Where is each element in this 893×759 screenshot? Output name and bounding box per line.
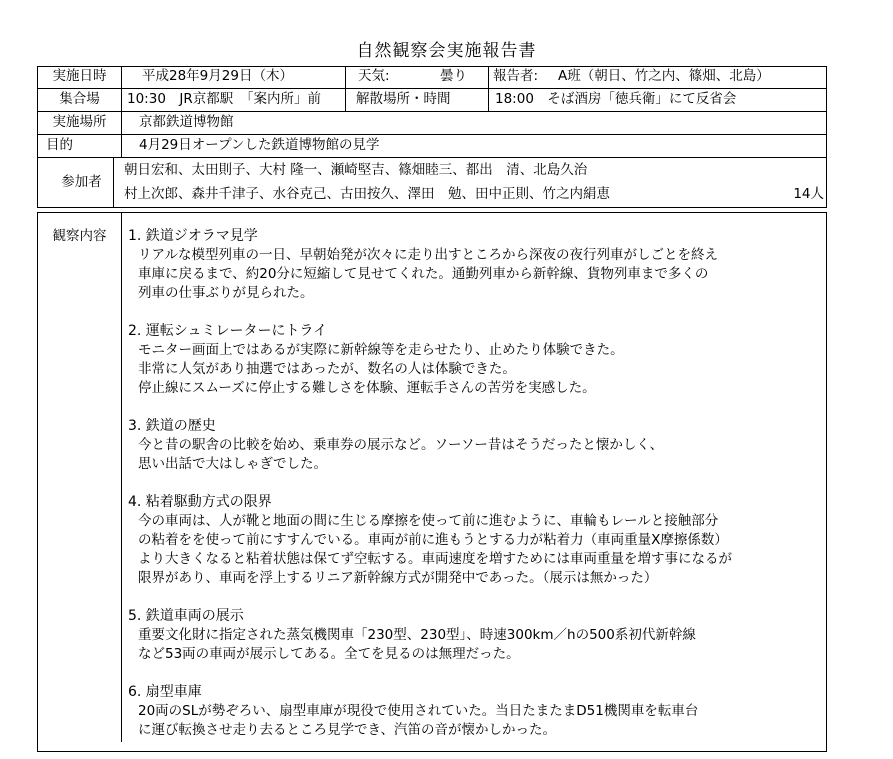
observation-section: [128, 417, 824, 474]
section-line: 限界があり、車両を浮上するリニア新幹線方式が開発中であった。（展示は無かった）: [138, 570, 658, 586]
date-label: 実施日時: [52, 68, 107, 84]
section-line: に運び転換させ走り去るところ見学でき、汽笛の音が懐かしかった。: [138, 722, 556, 738]
participants-count: 14人: [793, 186, 824, 202]
venue-value: 京都鉄道博物館: [139, 114, 234, 130]
section-line: 思い出話で大はしゃぎでした。: [138, 456, 327, 472]
weather-value: 曇り: [440, 68, 467, 84]
observation-section: [128, 607, 824, 664]
section-title: 3. 鉄道の歴史: [128, 418, 216, 434]
section-title: 5. 鉄道車両の展示: [128, 608, 244, 624]
section-line: 20両のSLが勢ぞろい、扇型車庫が現役で使用されていた。当日たまたまD51機関車を転車台: [138, 703, 699, 719]
section-line: 重要文化財に指定された蒸気機関車「230型、230型」、時速300km／hの500系初代新幹線: [138, 627, 696, 643]
section-line: より大きくなると粘着状態は保てず空転する。車両速度を増すためには車両重量を増す事になるが: [138, 551, 732, 567]
section-title: 4. 粘着駆動方式の限界: [128, 494, 272, 510]
section-line: 今と昔の駅舎の比較を始め、乗車券の展示など。ソーソー昔はそうだったと懐かしく、: [138, 437, 664, 453]
section-line: 車庫に戻るまで、約20分に短縮して見せてくれた。通勤列車から新幹線、貨物列車まで多くの: [138, 266, 709, 282]
section-line: の粘着をを使って前にすすんでいる。車両が前に進もうとする力が粘着力（車両重量X摩擦係数）: [138, 532, 728, 548]
section-line: 今の車両は、人が靴と地面の間に生じる摩擦を使って前に進むように、車輪もレールと接触部分: [138, 513, 719, 529]
observation-section: [128, 322, 824, 398]
section-line: 非常に人気があり抽選ではあったが、数名の人は体験できた。: [138, 361, 516, 377]
participants-line2: 村上次郎、森井千津子、水谷克己、古田按久、澤田 勉、田中正則、竹之内絹恵: [124, 186, 610, 202]
section-line: 停止線にスムーズに停止する難しさを体験、運転手さんの苦労を実感した。: [138, 380, 596, 396]
section-title: 1. 鉄道ジオラマ見学: [128, 228, 258, 244]
participants-label: 参加者: [61, 174, 102, 190]
observation-sections: [128, 227, 824, 759]
section-title: 2. 運転シュミレーターにトライ: [128, 323, 328, 339]
section-line: 列車の仕事ぶりが見られた。: [138, 285, 314, 301]
section-line: など53両の車両が展示してある。全てを見るのは無理だった。: [138, 646, 520, 662]
purpose-value: 4月29日オープンした鉄道博物館の見学: [139, 137, 380, 153]
observation-section: [128, 493, 824, 588]
section-line: モニター画面上ではあるが実際に新幹線等を走らせたり、止めたり体験できた。: [138, 342, 624, 358]
dismissal-label: 解散場所・時間: [356, 91, 451, 107]
section-title: 6. 扇型車庫: [128, 684, 202, 700]
observation-label: 観察内容: [52, 228, 107, 244]
reporter-value: A班（朝日、竹之内、篠畑、北島）: [558, 68, 770, 84]
meeting-label: 集合場: [59, 91, 100, 107]
participants-line1: 朝日宏和、太田則子、大村 隆一、瀬崎堅吉、篠畑睦三、都出 清、北島久治: [124, 162, 588, 178]
weather-label: 天気:: [358, 68, 390, 84]
observation-section: [128, 683, 824, 740]
reporter-label: 報告者:: [493, 68, 539, 84]
meeting-value: 10:30 JR京都駅 「案内所」前: [127, 91, 322, 107]
report-title: 自然観察会実施報告書: [356, 41, 537, 61]
date-value: 平成28年9月29日（木）: [142, 68, 293, 84]
venue-label: 実施場所: [52, 114, 107, 130]
observation-section: [128, 227, 824, 303]
purpose-label: 目的: [46, 137, 73, 153]
dismissal-value: 18:00 そば酒房「徳兵衛」にて反省会: [495, 91, 737, 107]
section-line: リアルな模型列車の一日、早朝始発が次々に走り出すところから深夜の夜行列車がしごとを終え: [138, 247, 718, 263]
